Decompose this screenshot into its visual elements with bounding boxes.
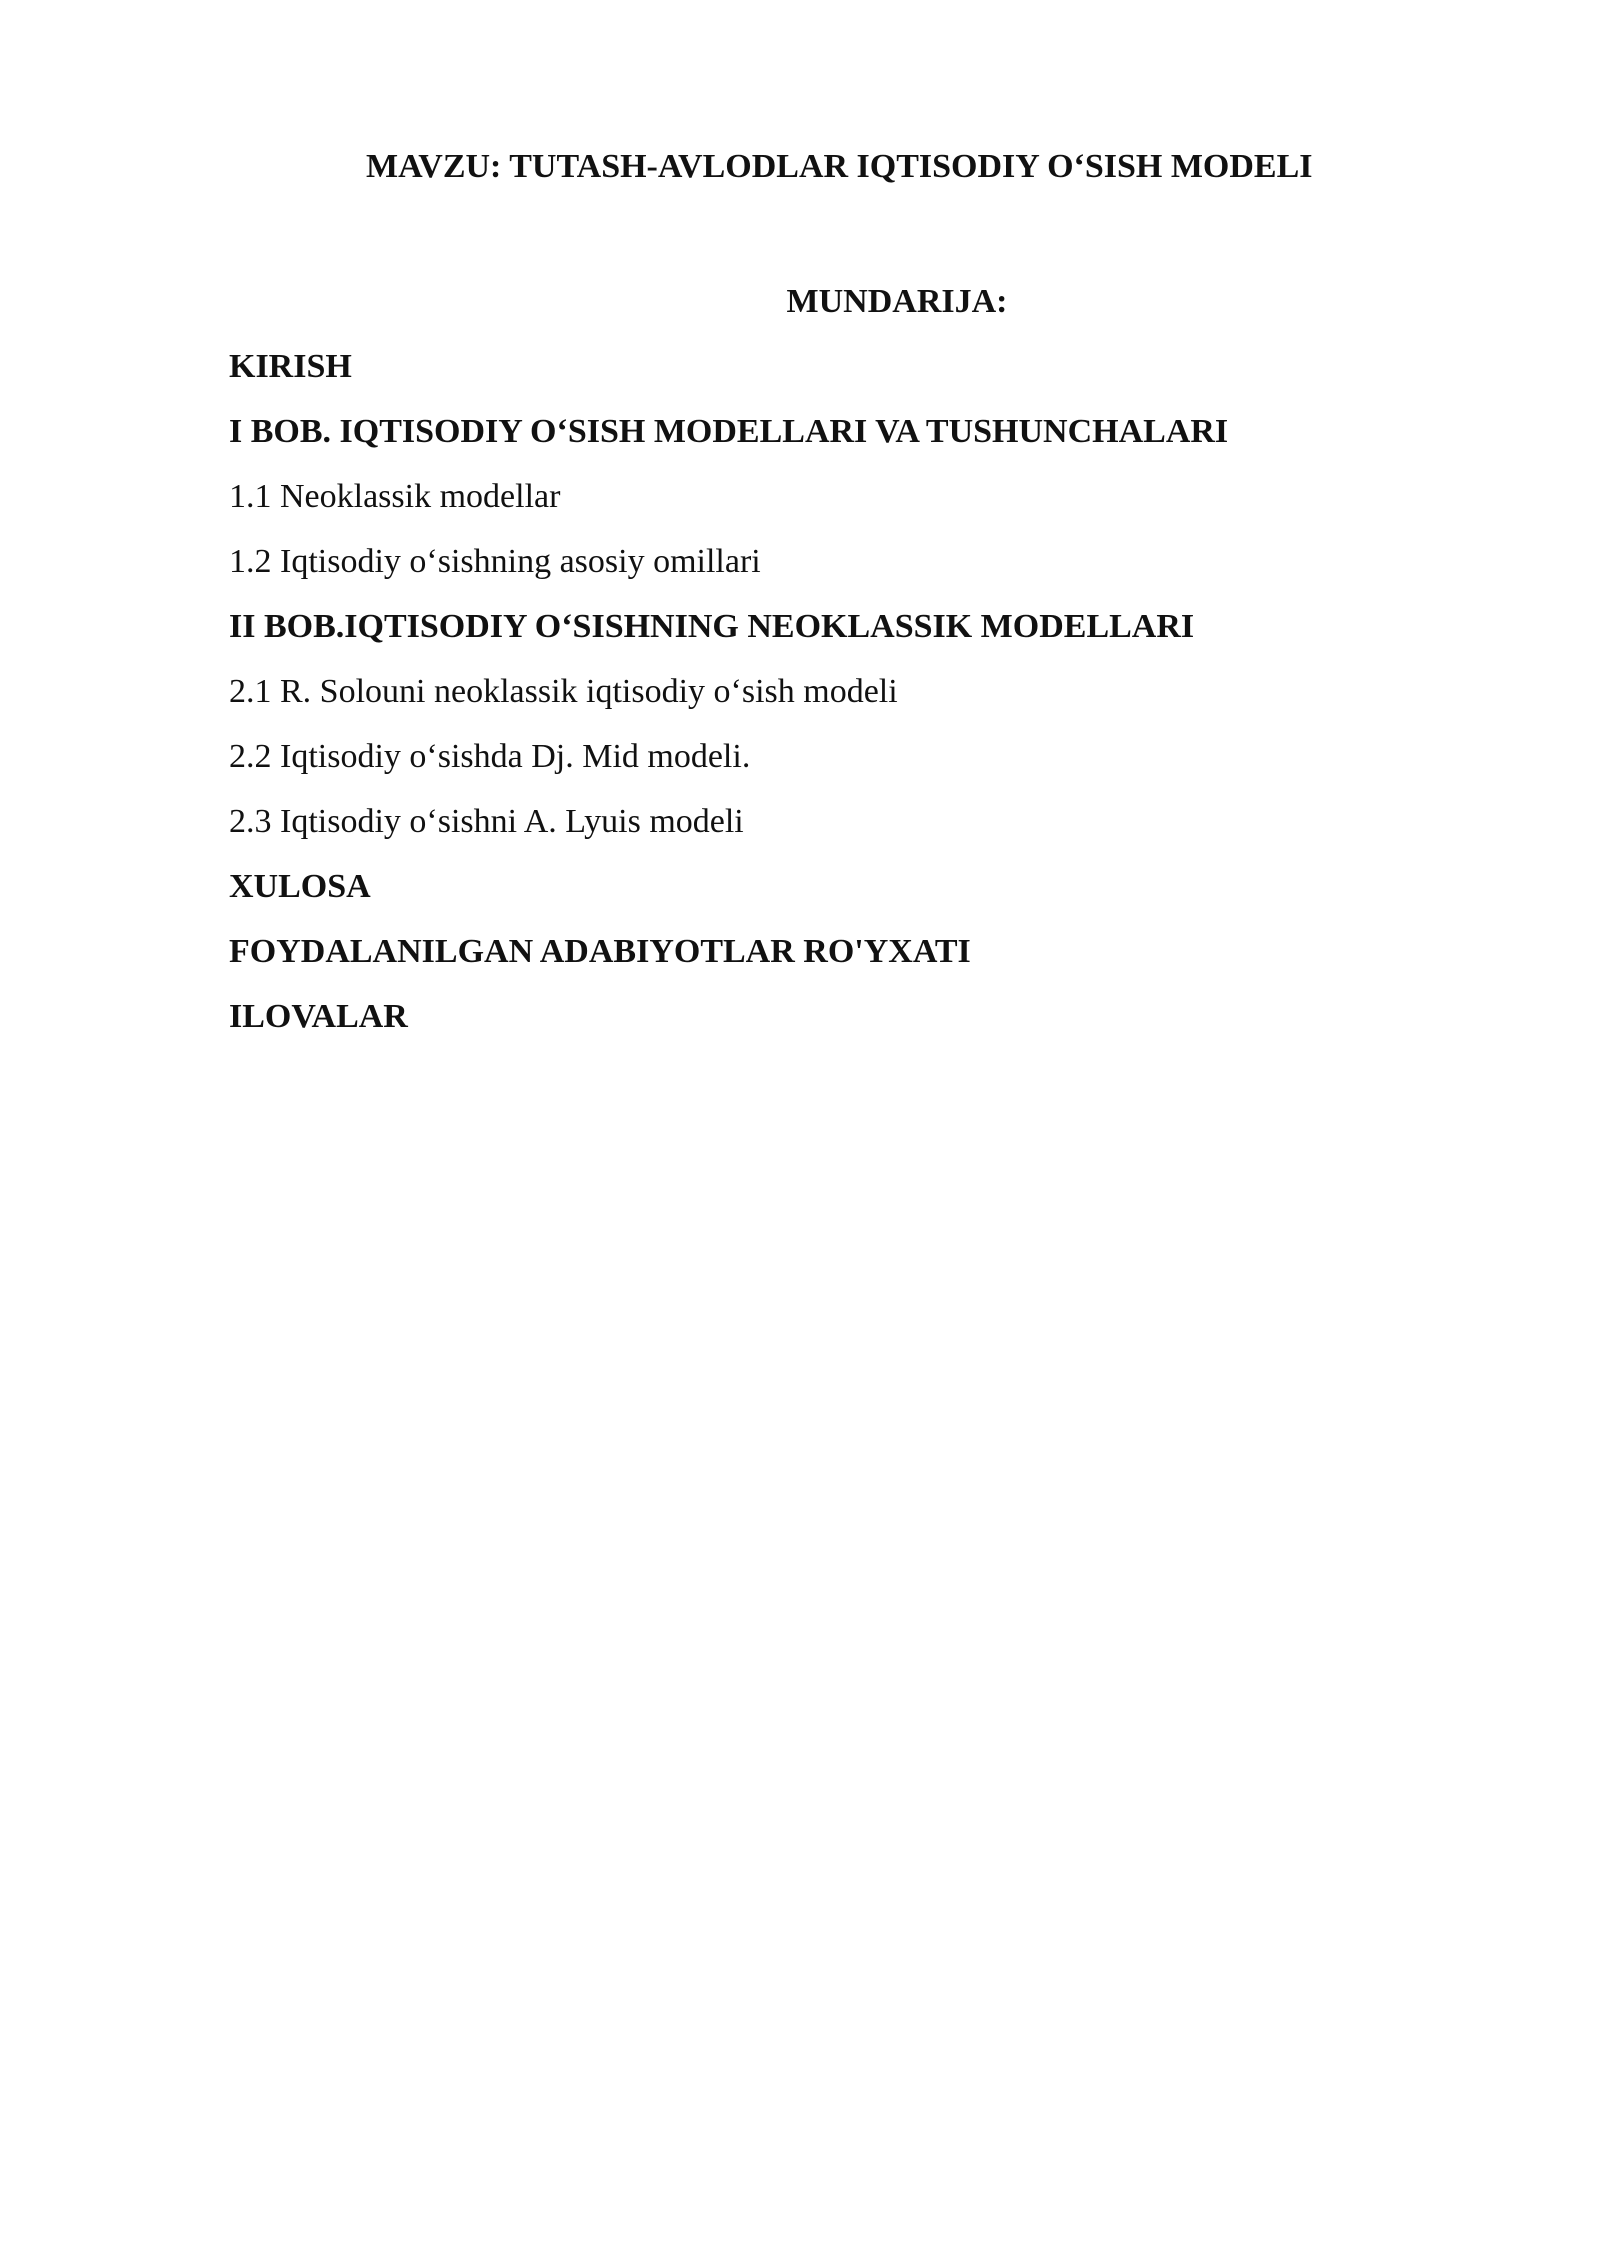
- toc-item-xulosa: XULOSA: [229, 868, 371, 905]
- toc-item-1-1: 1.1 Neoklassik modellar: [229, 478, 561, 515]
- toc-item-2-2: 2.2 Iqtisodiy o‘sishda Dj. Mid modeli.: [229, 738, 751, 775]
- toc-item-appendices: ILOVALAR: [229, 998, 408, 1035]
- toc-item-kirish: KIRISH: [229, 348, 352, 385]
- topic-title: MAVZU: TUTASH-AVLODLAR IQTISODIY O‘SISH MODELI: [366, 148, 1313, 185]
- toc-item-1-2: 1.2 Iqtisodiy o‘sishning asosiy omillari: [229, 543, 761, 580]
- toc-item-references: FOYDALANILGAN ADABIYOTLAR RO'YXATI: [229, 933, 971, 970]
- toc-item-2-1: 2.1 R. Solouni neoklassik iqtisodiy o‘sish modeli: [229, 673, 898, 710]
- toc-item-chapter-1: I BOB. IQTISODIY O‘SISH MODELLARI VA TUSHUNCHALARI: [229, 413, 1229, 450]
- table-of-contents: [229, 350, 1228, 1065]
- toc-item-2-3: 2.3 Iqtisodiy o‘sishni A. Lyuis modeli: [229, 803, 744, 840]
- toc-heading: MUNDARIJA:: [786, 283, 1008, 320]
- toc-item-chapter-2: II BOB.IQTISODIY O‘SISHNING NEOKLASSIK MODELLARI: [229, 608, 1195, 645]
